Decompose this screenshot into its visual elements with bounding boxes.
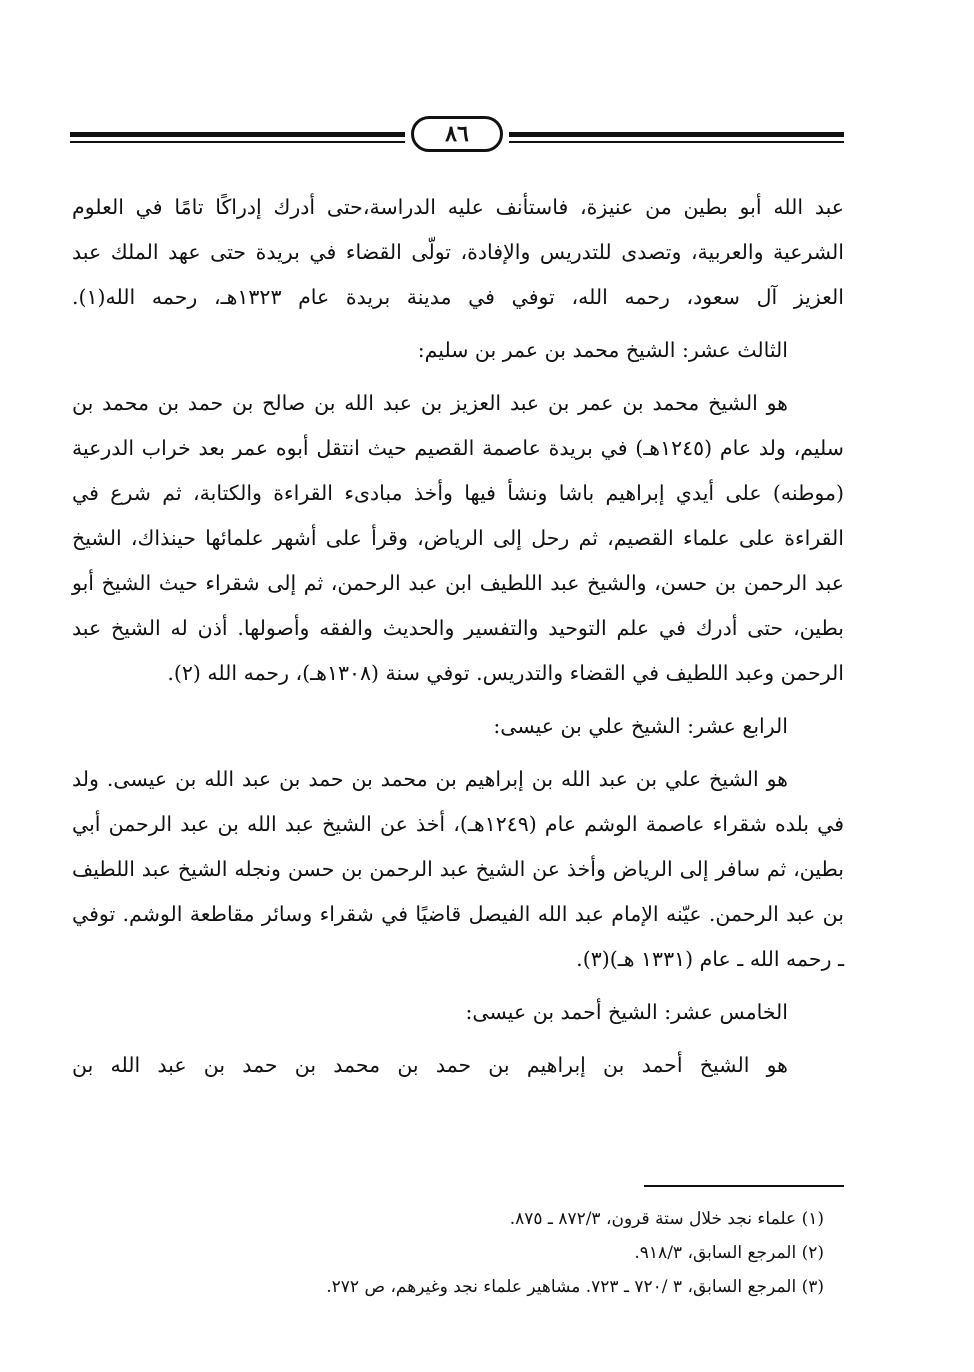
page-body [72, 185, 844, 1096]
header-rule-left [70, 132, 405, 146]
header-rule-right [509, 132, 844, 146]
paragraph-bio-ahmad-bin-isa: هو الشيخ أحمد بن إبراهيم بن حمد بن محمد بن حمد بن عبد الله بن [72, 1053, 788, 1077]
section-heading-14: الرابع عشر: الشيخ علي بن عيسى: [493, 714, 788, 738]
section-heading-13: الثالث عشر: الشيخ محمد بن عمر بن سليم: [417, 338, 788, 362]
footnotes [100, 1202, 824, 1304]
page-number: ٨٦ [411, 116, 503, 152]
paragraph-bio-muhammad-bin-omar: هو الشيخ محمد بن عمر بن عبد العزيز بن عبد الله بن صالح بن حمد بن محمد بن سليم، ولد عام (١٢٤٥هـ) في بريدة عاصمة القصيم حيث انتقل أبوه عمر بعد خراب الدرعية (موطنه) على أيدي إبراهيم باشا ونشأ فيها وأخذ مبادىء القراءة والكتابة، ثم شرع في القراءة على علماء القصيم، ثم رحل إلى الرياض، وقرأ على أشهر علمائها حينذاك، الشيخ عبد الرحمن بن حسن، والشيخ عبد اللطيف ابن عبد الرحمن، ثم إلى شقراء حيث الشيخ أبو بطين، حتى أدرك في علم التوحيد والتفسير والحديث والفقه وأصولها. أذن له الشيخ عبد الرحمن وعبد اللطيف في القضاء والتدريس. توفي سنة (١٣٠٨هـ)، رحمه الله (٢). [72, 391, 844, 685]
section-heading-15: الخامس عشر: الشيخ أحمد بن عيسى: [465, 1000, 788, 1024]
footnote-1: (١) علماء نجد خلال ستة قرون، ٨٧٢/٣ ـ ٨٧٥. [509, 1209, 824, 1229]
paragraph-bio-ali-bin-isa: هو الشيخ علي بن عبد الله بن إبراهيم بن محمد بن حمد بن عبد الله بن عيسى. ولد في بلده شقراء عاصمة الوشم عام (١٢٤٩هـ)، أخذ عن الشيخ عبد الله بن عبد الرحمن أبي بطين، ثم سافر إلى الرياض وأخذ عن الشيخ عبد الرحمن بن حسن ونجله الشيخ عبد اللطيف بن عبد الرحمن. عيّنه الإمام عبد الله الفيصل قاضيًا في شقراء وسائر مقاطعة الوشم. توفي ـ رحمه الله ـ عام (١٣٣١ هـ)(٣). [72, 767, 844, 971]
page-header [70, 110, 844, 160]
footnote-2: (٢) المرجع السابق، ٩١٨/٣. [634, 1243, 824, 1263]
footnote-separator [644, 1185, 844, 1187]
footnote-3: (٣) المرجع السابق، ٣ /٧٢٠ ـ ٧٢٣. مشاهير علماء نجد وغيرهم، ص ٢٧٢. [326, 1277, 824, 1297]
paragraph-continuation: عبد الله أبو بطين من عنيزة، فاستأنف عليه الدراسة،حتى أدرك إدراكًا تامًا في العلوم الشرعية والعربية، وتصدى للتدريس والإفادة، تولّى القضاء في بريدة حتى عهد الملك عبد العزيز آل سعود، رحمه الله، توفي في مدينة بريدة عام ١٣٢٣هـ، رحمه الله(١). [72, 195, 844, 309]
